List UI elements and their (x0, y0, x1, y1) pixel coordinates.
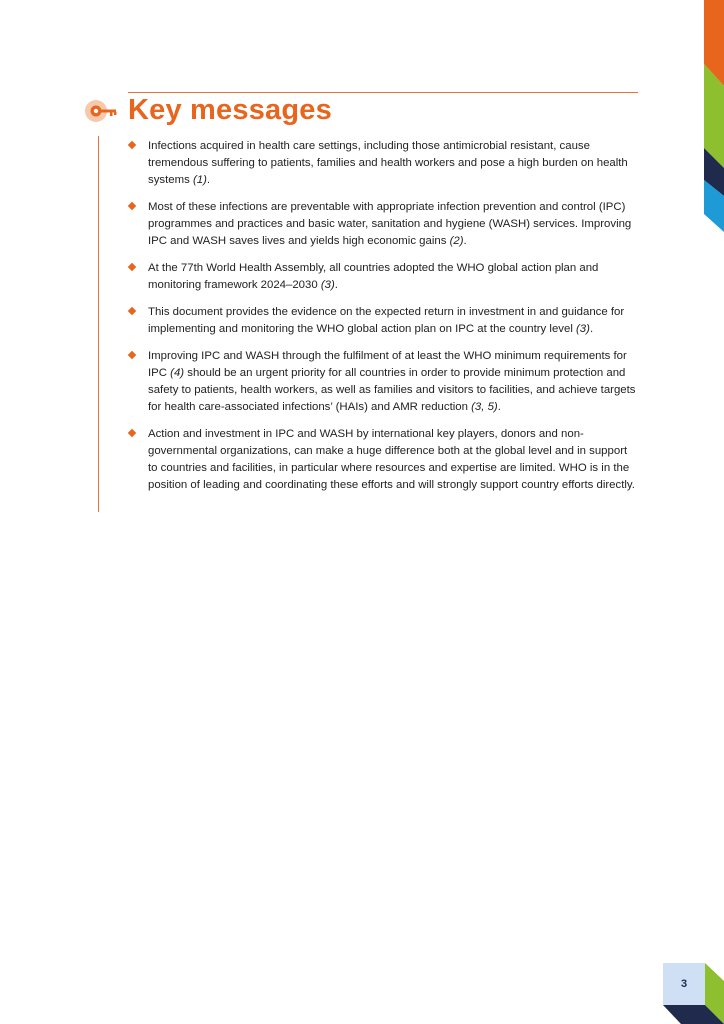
list-item: Infections acquired in health care settings, including those antimicrobial resistant, cause tremendous suffering to patients, families and health workers and pose a high burden on health systems (1). (128, 138, 638, 189)
list-item: Action and investment in IPC and WASH by international key players, donors and non-governmental organizations, can make a huge difference both at the global level and in support to countries and facilities, in particular where resources and expertise are limited. WHO is in the position of leading and coordinating these efforts and will strongly support country efforts directly. (128, 426, 638, 494)
list-item: Improving IPC and WASH through the fulfilment of at least the WHO minimum requirements for IPC (4) should be an urgent priority for all countries in order to provide minimum protection and safety to patients, health workers, as well as families and visitors to facilities, and achieve targets for health care-associated infections’ (HAIs) and AMR reduction (3, 5). (128, 348, 638, 416)
list-item: Most of these infections are preventable with appropriate infection prevention and control (IPC) programmes and practices and basic water, sanitation and hygiene (WASH) services. Improving IPC and WASH saves lives and yields high economic gains (2). (128, 199, 638, 250)
page-number: 3 (680, 978, 688, 990)
list-item: This document provides the evidence on the expected return in investment in and guidance for implementing and monitoring the WHO global action plan on IPC at the country level (3). (128, 304, 638, 338)
list-item: At the 77th World Health Assembly, all countries adopted the WHO global action plan and monitoring framework 2024–2030 (3). (128, 260, 638, 294)
diamond-bullet-icon (128, 351, 136, 359)
decorative-edge-ribbon (704, 0, 724, 240)
key-messages-list (128, 138, 638, 504)
diamond-bullet-icon (128, 202, 136, 210)
decorative-corner (663, 963, 724, 1024)
side-accent-line (98, 136, 99, 512)
diamond-bullet-icon (128, 263, 136, 271)
header-rule (128, 92, 638, 93)
diamond-bullet-icon (128, 141, 136, 149)
diamond-bullet-icon (128, 429, 136, 437)
page-title: Key messages (128, 94, 332, 126)
key-icon (85, 98, 117, 124)
diamond-bullet-icon (128, 307, 136, 315)
